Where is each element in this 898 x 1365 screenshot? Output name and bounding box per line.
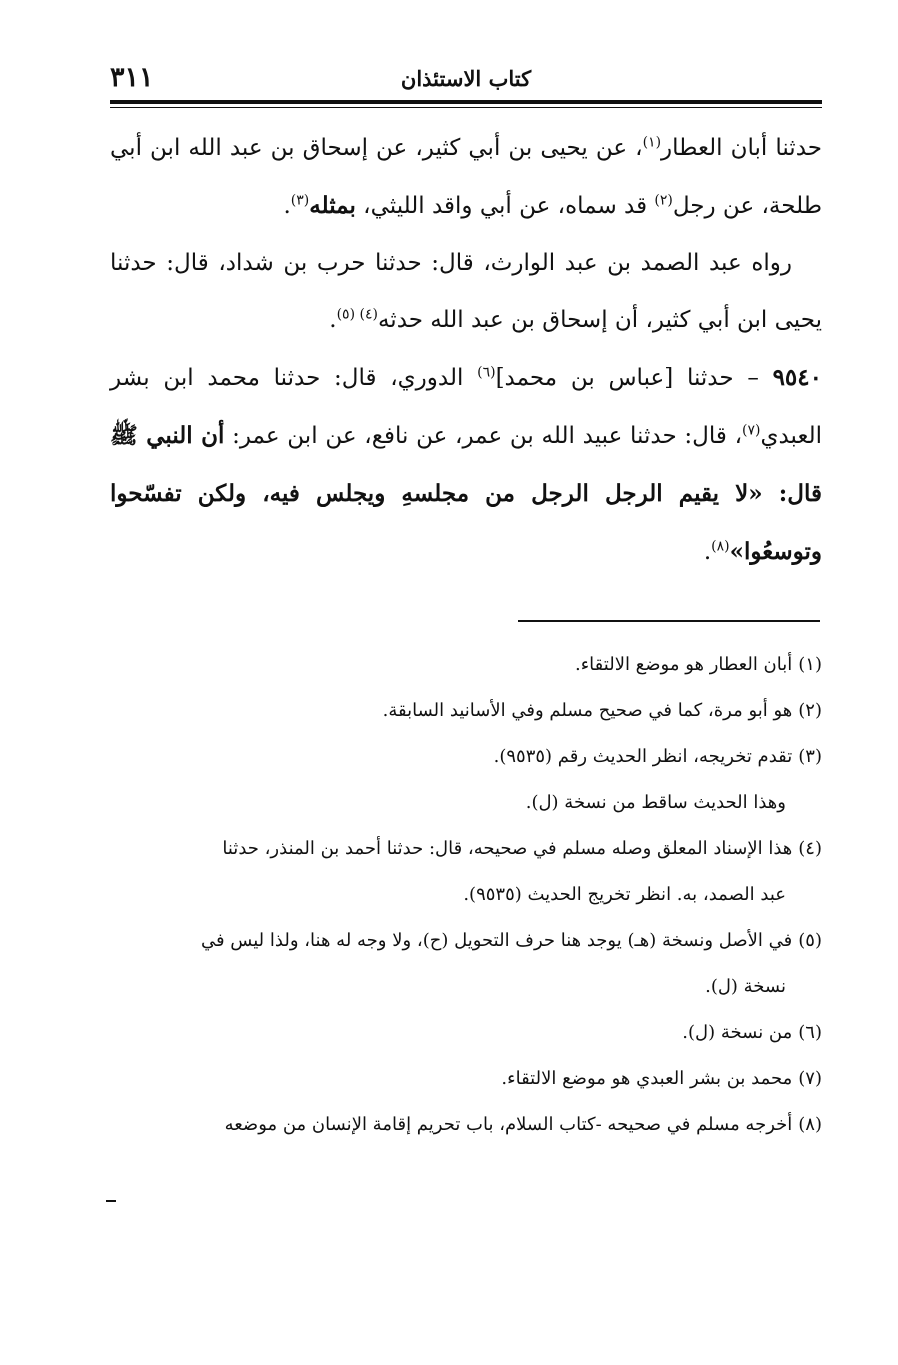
footnote-4-continued: عبد الصمد، به. انظر تخريج الحديث (٩٥٣٥).: [463, 884, 786, 905]
chapter-title: كتاب الاستئذان: [400, 66, 532, 91]
page-header: [110, 62, 822, 98]
text-run: ، عن يحيى بن أبي كثير، عن إسحاق بن عبد الله ابن أبي طلحة، عن رجل: [110, 135, 822, 219]
header-rule-thick: [110, 100, 822, 104]
hadith-number: ٩٥٤٠: [772, 364, 822, 391]
page-number: ٣١١: [110, 62, 154, 93]
text-run: الدوري، قال: حدثنا محمد ابن بشر العبدي: [110, 365, 822, 449]
footnote-7: (٧)محمد بن بشر العبدي هو موضع الالتقاء.: [501, 1068, 822, 1089]
footnote-3-continued: وهذا الحديث ساقط من نسخة (ل).: [525, 792, 786, 813]
text-run: .: [329, 307, 337, 333]
text-run: رواه عبد الصمد بن عبد الوارث، قال: حدثنا حرب بن شداد، قال: حدثنا يحيى ابن أبي كثير، أن إسحاق بن عبد الله حدثه: [110, 250, 822, 333]
text-run: – حدثنا [عباس بن محمد]: [495, 365, 773, 391]
footnote-6: (٦)من نسخة (ل).: [682, 1022, 822, 1043]
paragraph-2: [110, 235, 822, 349]
text-run: حدثنا أبان العطار: [661, 135, 822, 161]
paragraph-1: [110, 120, 822, 235]
footnote-ref-4: (٤): [359, 306, 378, 323]
footnote-ref-1: (١): [642, 134, 662, 151]
header-rule-thin: [110, 107, 822, 108]
continuation-mark: [106, 1200, 116, 1202]
footnote-5: (٥)في الأصل ونسخة (هـ) يوجد هنا حرف التحويل (ح)، ولا وجه له هنا، ولذا ليس في: [200, 930, 822, 951]
footnote-ref-7: (٧): [742, 422, 761, 439]
text-run: ، قال: حدثنا عبيد الله بن عمر، عن نافع، عن ابن عمر:: [224, 423, 743, 449]
footnote-separator: [518, 620, 820, 622]
footnote-ref-2: (٢): [654, 192, 673, 209]
footnote-ref-8: (٨): [711, 538, 730, 555]
footnote-5-continued: نسخة (ل).: [705, 976, 786, 997]
bold-phrase: بمثله: [309, 192, 356, 219]
footnotes: [104, 642, 822, 1148]
main-text: [110, 120, 822, 581]
footnote-3: (٣)تقدم تخريجه، انظر الحديث رقم (٩٥٣٥).: [493, 746, 822, 767]
footnote-ref-5: (٥): [336, 306, 360, 323]
footnote-1: (١)أبان العطار هو موضع الالتقاء.: [575, 654, 822, 675]
footnote-4: (٤)هذا الإسناد المعلق وصله مسلم في صحيحه، قال: حدثنا أحمد بن المنذر، حدثنا: [222, 838, 822, 859]
hadith-9540: [110, 349, 822, 581]
text-run: .: [283, 193, 291, 219]
text-run: .: [703, 539, 712, 565]
footnote-8: (٨)أخرجه مسلم في صحيحه -كتاب السلام، باب تحريم إقامة الإنسان من موضعه: [224, 1114, 822, 1135]
hadith-matn: أن النبي ﷺ قال: «لا يقيم الرجل الرجل من مجلسهِ ويجلس فيه، ولكن تفسّحوا وتوسعُوا»: [110, 422, 822, 565]
text-run: قد سماه، عن أبي واقد الليثي،: [355, 193, 655, 219]
footnote-2: (٢)هو أبو مرة، كما في صحيح مسلم وفي الأسانيد السابقة.: [382, 700, 822, 721]
footnote-ref-3: (٣): [290, 192, 310, 209]
footnote-ref-6: (٦): [477, 364, 496, 381]
